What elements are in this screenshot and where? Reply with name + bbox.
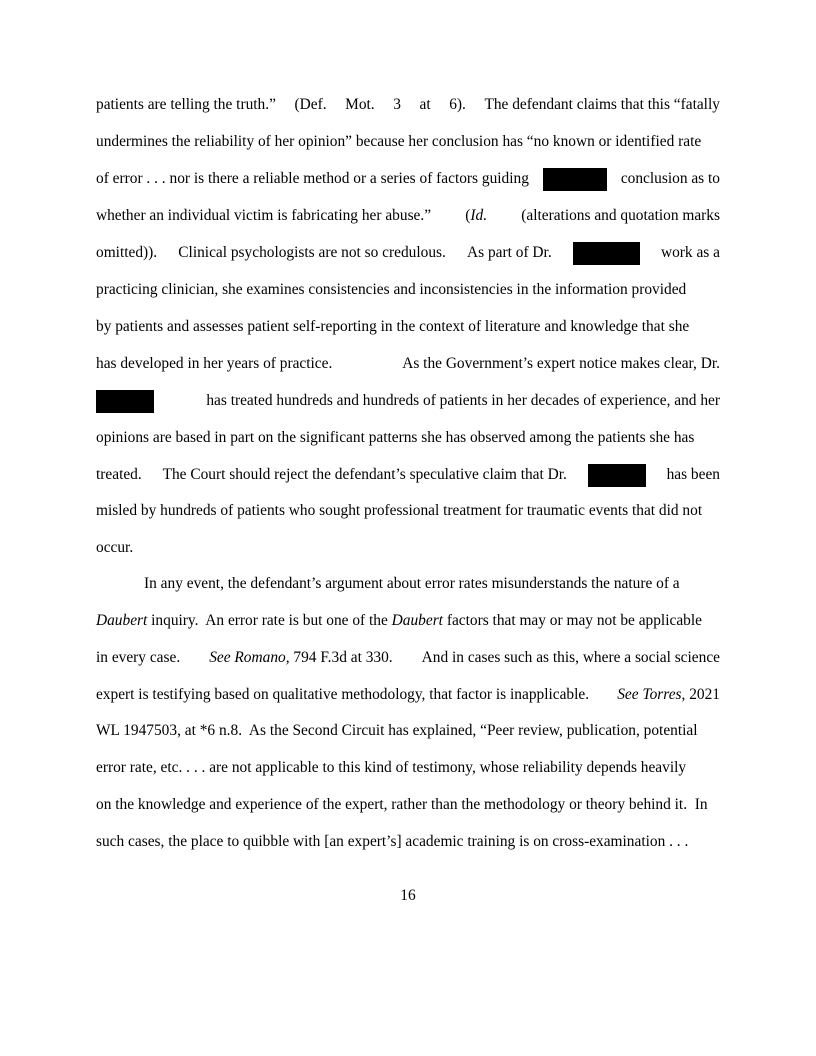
text-segment: on the knowledge and experience of the expert, rather than the methodology or theory behind it. In: [96, 796, 708, 813]
redaction-box: [573, 242, 640, 265]
text-segment: opinions are based in part on the significant patterns she has observed among the patients she has: [96, 429, 695, 446]
text-segment: 6).: [449, 96, 466, 113]
text-segment: treated.: [96, 466, 142, 483]
text-line: [96, 316, 720, 338]
citation-id: Id.: [470, 207, 488, 224]
text-line: [96, 831, 720, 853]
text-segment: , 794 F.3d at 330.: [285, 649, 393, 666]
text-line: [96, 684, 720, 706]
text-line: [96, 464, 720, 486]
text-segment: , 2021: [681, 686, 720, 703]
text-segment: (: [465, 207, 471, 224]
case-name: Daubert: [391, 612, 443, 629]
text-segment: occur.: [96, 539, 134, 556]
text-segment: has been: [666, 466, 720, 483]
citation-group: [209, 647, 392, 669]
text-segment: In any event, the defendant’s argument about error rates misunderstands the nature of a: [144, 575, 680, 592]
citation-group: [617, 684, 720, 706]
text-segment: 3: [393, 96, 401, 113]
text-segment: error rate, etc. . . . are not applicable to this kind of testimony, whose reliability depends heavily: [96, 759, 687, 776]
text-segment: in every case.: [96, 649, 181, 666]
text-segment: expert is testifying based on qualitative methodology, that factor is inapplicable.: [96, 686, 590, 703]
text-line: [96, 279, 720, 301]
text-line: [96, 610, 720, 632]
text-line: [96, 757, 720, 779]
text-segment: (alterations and quotation marks: [521, 207, 720, 224]
text-segment: by patients and assesses patient self-reporting in the context of literature and knowledge that she: [96, 318, 690, 335]
text-segment: undermines the reliability of her opinion” because her conclusion has “no known or identified rate: [96, 133, 702, 150]
case-citation: See Torres: [617, 686, 682, 703]
page-number: 16: [400, 887, 416, 904]
text-line: [96, 427, 720, 449]
text-segment: such cases, the place to quibble with [an expert’s] academic training is on cross-examination . . .: [96, 833, 689, 850]
text-line: [96, 131, 720, 153]
case-name: Daubert: [96, 612, 148, 629]
text-segment: WL 1947503, at *6 n.8. As the Second Circuit has explained, “Peer review, publication, potential: [96, 722, 698, 739]
text-segment: omitted)).: [96, 244, 158, 261]
text-line: [96, 242, 720, 264]
text-line: [96, 390, 720, 412]
text-segment: The Court should reject the defendant’s speculative claim that Dr.: [162, 466, 567, 483]
text-segment: whether an individual victim is fabricating her abuse.”: [96, 207, 432, 224]
text-segment: The defendant claims that this “fatally: [484, 96, 720, 113]
text-segment: practicing clinician, she examines consistencies and inconsistencies in the information provided: [96, 281, 687, 298]
text-segment: As part of Dr.: [467, 244, 552, 261]
text-segment: misled by hundreds of patients who sought professional treatment for traumatic events that did not: [96, 502, 703, 519]
text-segment: work as a: [660, 244, 720, 261]
text-line: [96, 720, 720, 742]
redaction-box: [96, 390, 154, 413]
text-line: [96, 205, 720, 227]
text-segment: has developed in her years of practice.: [96, 355, 333, 372]
text-line: [96, 168, 720, 190]
redaction-box: [588, 464, 646, 487]
text-segment: As the Government’s expert notice makes clear, Dr.: [402, 355, 720, 372]
text-segment: of error . . . nor is there a reliable method or a series of factors guiding: [96, 170, 529, 187]
text-segment: factors that may or may not be applicable: [442, 612, 702, 629]
text-segment: conclusion as to: [620, 170, 720, 187]
text-line: [96, 537, 720, 559]
text-segment: (Def.: [294, 96, 327, 113]
redaction-box: [543, 168, 607, 191]
text-segment: Mot.: [345, 96, 375, 113]
text-segment: patients are telling the truth.”: [96, 96, 276, 113]
text-line: [96, 794, 720, 816]
text-segment: inquiry. An error rate is but one of the: [147, 612, 392, 629]
text-segment: has treated hundreds and hundreds of patients in her decades of experience, and her: [206, 392, 720, 409]
text-line: [96, 647, 720, 669]
case-citation: See Romano: [209, 649, 286, 666]
text-line: [96, 94, 720, 116]
citation-group: [465, 205, 487, 227]
text-line: [96, 500, 720, 522]
text-segment: And in cases such as this, where a social science: [421, 649, 720, 666]
text-line: [144, 573, 720, 595]
text-segment: Clinical psychologists are not so credulous.: [178, 244, 446, 261]
text-segment: at: [419, 96, 431, 113]
text-line: [96, 353, 720, 375]
